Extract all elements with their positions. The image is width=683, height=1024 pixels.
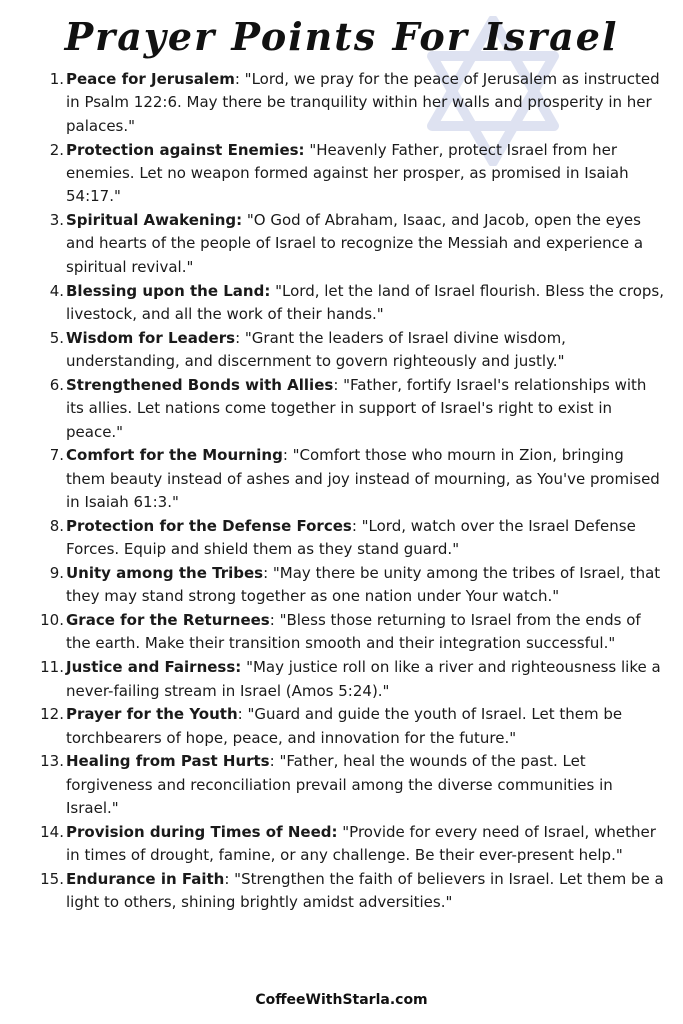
item-heading: Spiritual Awakening: [66, 211, 243, 230]
item-body [66, 68, 666, 138]
list-item [26, 656, 666, 703]
item-number: 8. [49, 516, 64, 535]
item-heading: Protection against Enemies: [66, 140, 305, 159]
list-item [26, 515, 666, 562]
item-number: 14. [40, 822, 64, 841]
list-item [26, 444, 666, 514]
list-item [26, 139, 666, 209]
item-body [66, 515, 666, 562]
item-text: : "Strengthen the faith of believers in Israel. Let them be a light to others, shining brightly amidst adversities." [66, 869, 664, 912]
item-text: : "Lord, we pray for the peace of Jerusalem as instructed in Psalm 122:6. May there be tranquility within her walls and prosperity in her palaces." [66, 70, 660, 135]
item-number: 12. [40, 705, 64, 724]
list-item [26, 68, 666, 138]
item-number: 13. [40, 752, 64, 771]
item-text: "Lord, let the land of Israel flourish. Bless the crops, livestock, and all the work of their hands." [66, 281, 664, 323]
item-body [66, 562, 666, 609]
item-number: 4. [49, 281, 64, 300]
list-item [26, 280, 666, 327]
item-body [66, 868, 666, 915]
item-number: 7. [49, 446, 64, 465]
item-heading: Prayer for the Youth [66, 705, 238, 724]
item-body [66, 656, 666, 703]
item-body [66, 209, 666, 279]
item-number: 5. [49, 328, 64, 347]
item-number: 9. [49, 563, 64, 582]
item-text: : "Bless those returning to Israel from the ends of the earth. Make their transition smooth and their integration successful." [66, 611, 641, 653]
item-text: "O God of Abraham, Isaac, and Jacob, open the eyes and hearts of the people of Israel to recognize the Messiah and experience a spiritual revival." [66, 211, 644, 276]
list-item [26, 374, 666, 444]
prayer-list [0, 68, 666, 915]
item-number: 11. [40, 658, 64, 677]
item-body [66, 139, 666, 209]
item-text: "Provide for every need of Israel, whether in times of drought, famine, or any challenge. Be their ever-present help." [66, 822, 656, 865]
list-item [26, 703, 666, 750]
item-text: : "Father, fortify Israel's relationships with its allies. Let nations come together in support of Israel's right to exist in peace." [66, 375, 647, 441]
item-heading: Unity among the Tribes [66, 563, 264, 582]
list-item [26, 609, 666, 656]
item-text: : "Grant the leaders of Israel divine wisdom, understanding, and discernment to govern righteously and justly." [66, 328, 566, 371]
item-text: "May justice roll on like a river and righteousness like a never-failing stream in Israel (Amos 5:24)." [66, 658, 661, 700]
item-number: 2. [49, 140, 64, 159]
item-heading: Healing from Past Hurts [66, 752, 270, 771]
item-heading: Blessing upon the Land: [66, 281, 271, 300]
item-heading: Justice and Fairness: [66, 658, 242, 677]
item-number: 3. [49, 211, 64, 230]
page-title: Prayer Points For Israel [64, 14, 619, 59]
item-heading: Provision during Times of Need: [66, 822, 338, 841]
item-number: 6. [49, 375, 64, 394]
list-item [26, 209, 666, 279]
list-item [26, 750, 666, 820]
item-body [66, 750, 666, 820]
site-footer: CoffeeWithStarla.com [255, 992, 428, 1008]
item-body [66, 327, 666, 374]
item-heading: Endurance in Faith [66, 869, 225, 888]
item-number: 15. [40, 869, 64, 888]
item-heading: Wisdom for Leaders [66, 328, 236, 347]
item-heading: Grace for the Returnees [66, 611, 270, 630]
list-item [26, 327, 666, 374]
item-heading: Peace for Jerusalem [66, 70, 235, 88]
item-text: : "Comfort those who mourn in Zion, bringing them beauty instead of ashes and joy instead of mourning, as You've promised in Isaiah 61:3." [66, 446, 660, 512]
item-text: : "May there be unity among the tribes of Israel, that they may stand strong together as one nation under Your watch." [66, 563, 661, 606]
item-body [66, 444, 666, 514]
item-number: 10. [40, 611, 64, 630]
item-text: : "Guard and guide the youth of Israel. Let them be torchbearers of hope, peace, and innovation for the future." [66, 705, 623, 747]
item-body [66, 821, 666, 868]
item-number: 1. [49, 70, 64, 88]
item-text: : "Lord, watch over the Israel Defense Forces. Equip and shield them as they stand guard." [66, 516, 636, 559]
item-text: "Heavenly Father, protect Israel from her enemies. Let no weapon formed against her prosper, as promised in Isaiah 54:17." [66, 140, 629, 206]
item-body [66, 280, 666, 327]
item-heading: Protection for the Defense Forces [66, 516, 352, 535]
item-body [66, 609, 666, 656]
list-item [26, 868, 666, 915]
item-heading: Comfort for the Mourning [66, 446, 283, 465]
item-body [66, 374, 666, 444]
item-text: : "Father, heal the wounds of the past. Let forgiveness and reconciliation prevail among the diverse communities in Israel." [66, 752, 613, 818]
list-item [26, 821, 666, 868]
item-body [66, 703, 666, 750]
item-heading: Strengthened Bonds with Allies [66, 375, 334, 394]
list-item [26, 562, 666, 609]
